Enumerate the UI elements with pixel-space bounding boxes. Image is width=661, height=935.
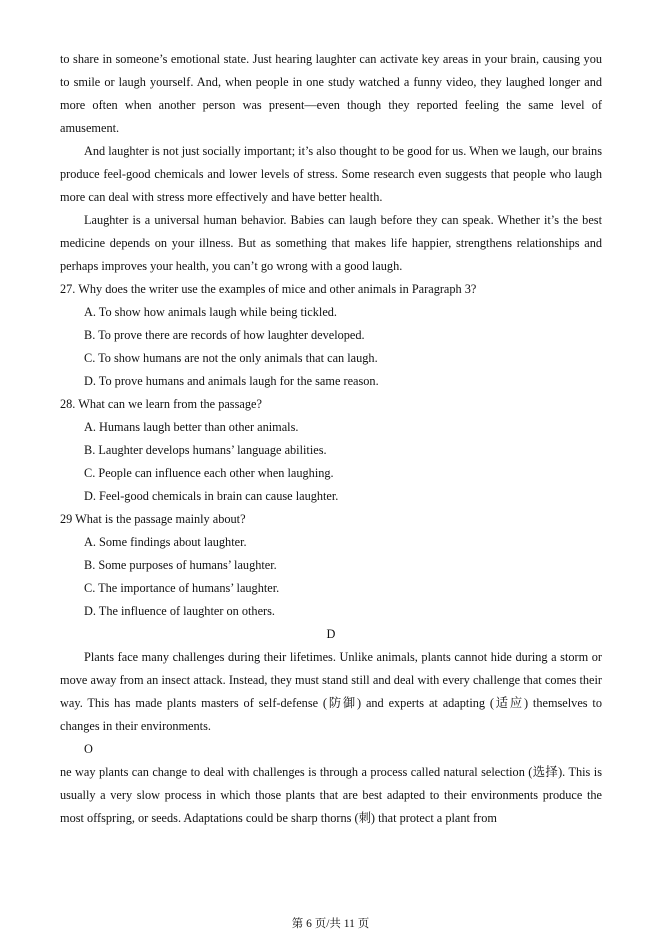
- passage-c-paragraph-continued: to share in someone’s emotional state. Just hearing laughter can activate key areas in your brain, causing you to smile or laugh yourself. And, when people in one study watched a funny video, they laughed longer and more often when another person was present—even though they reported feeling the same level of amusement.: [60, 52, 602, 135]
- question-27: [60, 278, 602, 393]
- question-stem: 29 What is the passage mainly about?: [60, 512, 246, 526]
- question-stem: 27. Why does the writer use the examples of mice and other animals in Paragraph 3?: [60, 282, 477, 296]
- question-stem: 28. What can we learn from the passage?: [60, 397, 262, 411]
- option-c: C. People can influence each other when laughing.: [84, 466, 334, 480]
- passage-d-split-letter: O: [84, 742, 93, 756]
- passage-d-heading: D: [326, 627, 336, 641]
- option-d: D. Feel-good chemicals in brain can cause laughter.: [84, 489, 339, 503]
- option-c: C. To show humans are not the only animals that can laugh.: [84, 351, 378, 365]
- option-d: D. The influence of laughter on others.: [84, 604, 275, 618]
- option-b: B. Some purposes of humans’ laughter.: [84, 558, 277, 572]
- passage-c-paragraph: And laughter is not just socially important; it’s also thought to be good for us. When we laugh, our brains produce feel-good chemicals and lower levels of stress. Some research even suggests that people who laugh more can deal with stress more effectively and have better health.: [60, 144, 602, 204]
- page-footer: 第 6 页/共 11 页: [291, 918, 370, 930]
- passage-d-paragraph: Plants face many challenges during their lifetimes. Unlike animals, plants cannot hide during a storm or move away from an insect attack. Instead, they must stand still and deal with every challenge that comes their way. This has made plants masters of self-defense (防御) and experts at adapting (适应) themselves to changes in their environments.: [60, 650, 602, 733]
- option-b: B. To prove there are records of how laughter developed.: [84, 328, 365, 342]
- page-content: [60, 48, 602, 830]
- passage-d-paragraph-continued: ne way plants can change to deal with challenges is through a process called natural selection (选择). This is usually a very slow process in which those plants that are best adapted to their environments produce the most offspring, or seeds. Adaptations could be sharp thorns (刺) that protect a plant from: [60, 765, 602, 825]
- option-b: B. Laughter develops humans’ language abilities.: [84, 443, 327, 457]
- option-a: A. Humans laugh better than other animals.: [84, 420, 299, 434]
- question-28: [60, 393, 602, 508]
- passage-c-paragraph: Laughter is a universal human behavior. Babies can laugh before they can speak. Whether it’s the best medicine depends on your illness. But as something that makes life happier, strengthens relationships and perhaps improves your health, you can’t go wrong with a good laugh.: [60, 213, 602, 273]
- option-a: A. To show how animals laugh while being tickled.: [84, 305, 338, 319]
- option-c: C. The importance of humans’ laughter.: [84, 581, 280, 595]
- option-d: D. To prove humans and animals laugh for the same reason.: [84, 374, 379, 388]
- option-a: A. Some findings about laughter.: [84, 535, 247, 549]
- question-29: [60, 508, 602, 623]
